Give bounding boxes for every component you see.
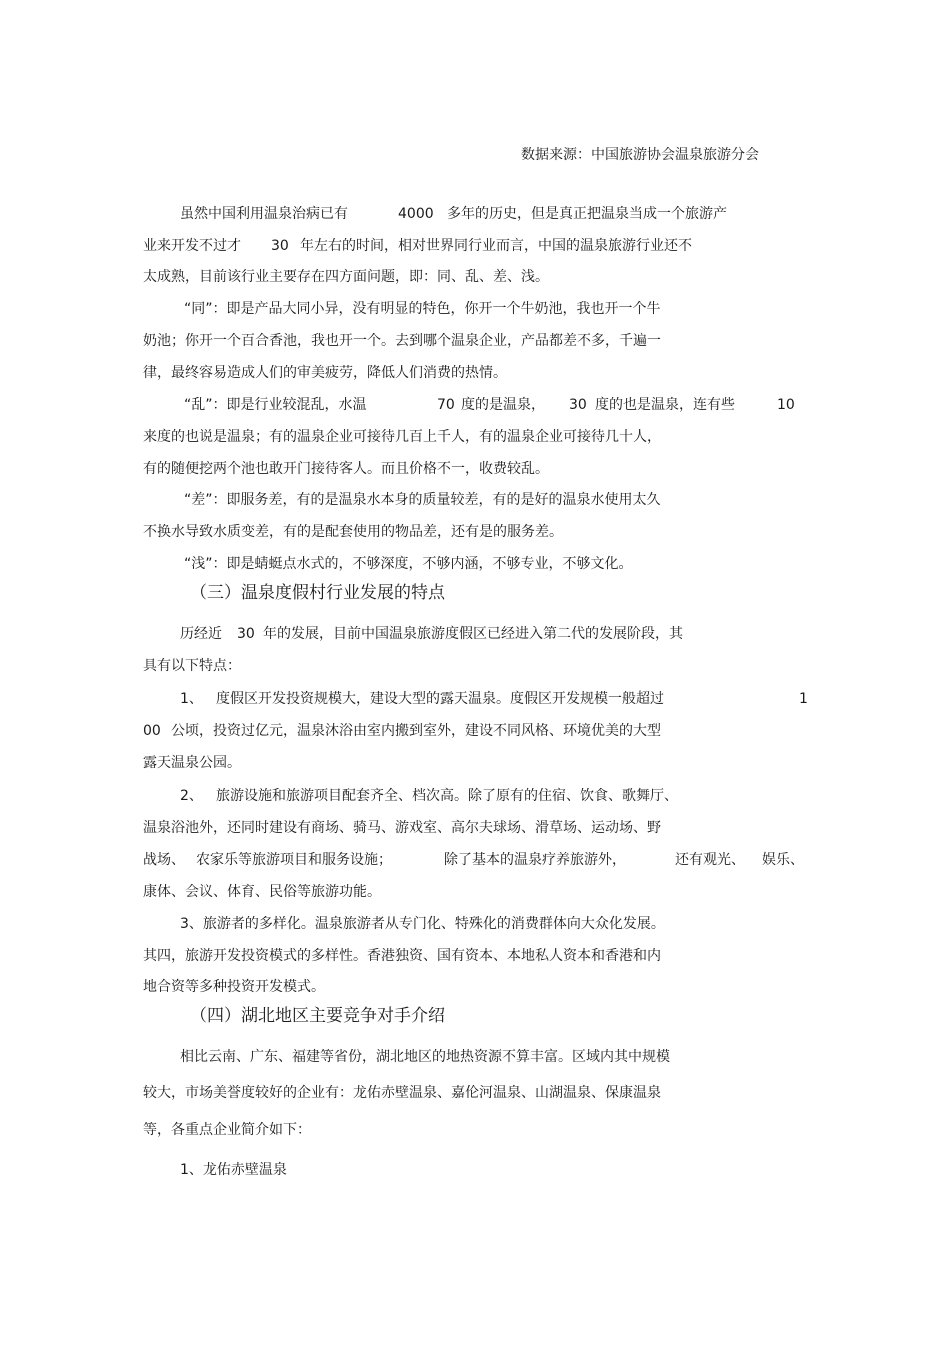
paragraph-line: 业来开发不过才 (143, 238, 241, 254)
paragraph-line: “差”：即服务差，有的是温泉水本身的质量较差，有的是好的温泉水使用太久 (184, 492, 661, 508)
list-number: 2、 (180, 788, 203, 804)
paragraph-line: 娱乐、 (762, 852, 804, 868)
paragraph-line: 温泉浴池外，还同时建设有商场、骑马、游戏室、高尔夫球场、滑草场、运动场、野 (143, 820, 661, 836)
section-heading: （四）湖北地区主要竞争对手介绍 (190, 1006, 445, 1026)
paragraph-line: 历经近 (180, 626, 222, 642)
paragraph-line: 度假区开发投资规模大，建设大型的露天温泉。度假区开发规模一般超过 (216, 691, 664, 707)
paragraph-line: 00 (143, 723, 161, 739)
section-heading: （三）温泉度假村行业发展的特点 (190, 583, 445, 603)
paragraph-line: 有的随便挖两个池也敢开门接待客人。而且价格不一，收费较乱。 (143, 461, 549, 477)
paragraph-line: 70 (437, 397, 455, 413)
paragraph-line: 3、旅游者的多样化。温泉旅游者从专门化、特殊化的消费群体向大众化发展。 (180, 916, 665, 932)
paragraph-line: 度的也是温泉，连有些 (595, 397, 735, 413)
paragraph-line: “乱”：即是行业较混乱，水温 (184, 397, 367, 413)
subheading: 1、龙佑赤壁温泉 (180, 1162, 287, 1178)
paragraph-line: 年左右的时间，相对世界同行业而言，中国的温泉旅游行业还不 (300, 238, 692, 254)
paragraph-line: 奶池；你开一个百合香池，我也开一个。去到哪个温泉企业，产品都差不多，千遍一 (143, 333, 661, 349)
paragraph-line: 农家乐等旅游项目和服务设施； (196, 852, 392, 868)
paragraph-line: 虽然中国利用温泉治病已有 (180, 206, 348, 222)
paragraph-line: 30 (569, 397, 587, 413)
paragraph-line: 地合资等多种投资开发模式。 (143, 979, 325, 995)
paragraph-line: 年的发展，目前中国温泉旅游度假区已经进入第二代的发展阶段，其 (263, 626, 683, 642)
paragraph-line: 公顷，投资过亿元，温泉沐浴由室内搬到室外，建设不同风格、环境优美的大型 (171, 723, 661, 739)
paragraph-line: 1 (799, 691, 808, 707)
paragraph-line: 具有以下特点： (143, 658, 241, 674)
paragraph-line: 太成熟，目前该行业主要存在四方面问题，即：同、乱、差、浅。 (143, 269, 549, 285)
paragraph-line: 还有观光、 (675, 852, 745, 868)
paragraph-line: 30 (271, 238, 289, 254)
paragraph-line: 30 (237, 626, 255, 642)
paragraph-line: 等，各重点企业简介如下： (143, 1122, 311, 1138)
paragraph-line: 来度的也说是温泉；有的温泉企业可接待几百上千人，有的温泉企业可接待几十人， (143, 429, 661, 445)
paragraph-line: 其四，旅游开发投资模式的多样性。香港独资、国有资本、本地私人资本和香港和内 (143, 948, 661, 964)
paragraph-line: 露天温泉公园。 (143, 755, 241, 771)
paragraph-line: 除了基本的温泉疗养旅游外， (444, 852, 626, 868)
paragraph-line: 康体、会议、体育、民俗等旅游功能。 (143, 884, 381, 900)
source-note: 数据来源：中国旅游协会温泉旅游分会 (521, 147, 759, 163)
paragraph-line: 较大，市场美誉度较好的企业有：龙佑赤壁温泉、嘉伦河温泉、山湖温泉、保康温泉 (143, 1085, 661, 1101)
paragraph-line: 战场、 (143, 852, 185, 868)
paragraph-line: 旅游设施和旅游项目配套齐全、档次高。除了原有的住宿、饮食、歌舞厅、 (216, 788, 678, 804)
list-number: 1、 (180, 691, 203, 707)
paragraph-line: “浅”：即是蜻蜓点水式的，不够深度，不够内涵，不够专业，不够文化。 (184, 556, 633, 572)
paragraph-line: 10 (777, 397, 795, 413)
paragraph-line: 不换水导致水质变差，有的是配套使用的物品差，还有是的服务差。 (143, 524, 563, 540)
paragraph-line: 度的是温泉， (461, 397, 545, 413)
paragraph-line: 4000 (398, 206, 434, 222)
paragraph-line: 律，最终容易造成人们的审美疲劳，降低人们消费的热情。 (143, 365, 507, 381)
paragraph-line: 多年的历史，但是真正把温泉当成一个旅游产 (447, 206, 727, 222)
paragraph-line: “同”：即是产品大同小异，没有明显的特色，你开一个牛奶池，我也开一个牛 (184, 301, 661, 317)
paragraph-line: 相比云南、广东、福建等省份，湖北地区的地热资源不算丰富。区域内其中规模 (180, 1049, 670, 1065)
